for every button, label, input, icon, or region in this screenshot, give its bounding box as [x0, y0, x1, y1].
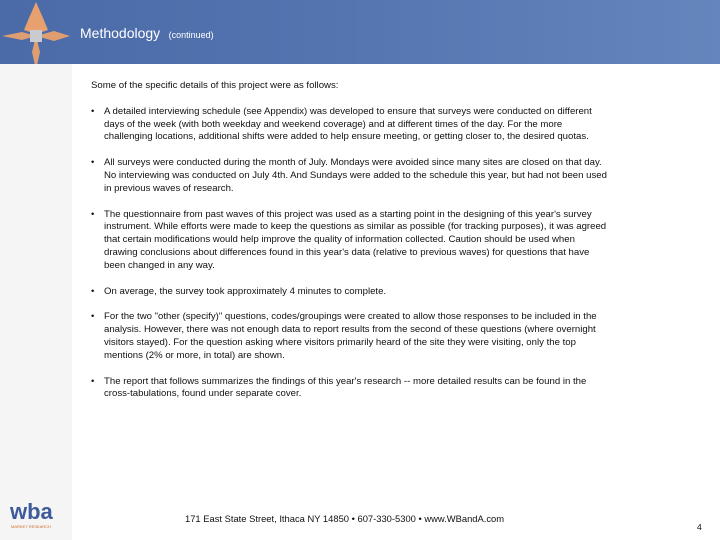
- bullet-line: No interviewing was conducted on July 4th. And Sundays were added to the schedule this year, but had not been used: [104, 169, 607, 181]
- bullet-line: days of the week (with both weekday and weekend coverage) and at different times of the day. For the more: [104, 118, 563, 130]
- bullet-line: The report that follows summarizes the findings of this year's research -- more detailed results can be found in the: [104, 375, 587, 387]
- footer-address: 171 East State Street, Ithaca NY 14850 • 607-330-5300 • www.WBandA.com: [185, 513, 505, 524]
- bullet-line: challenging locations, additional shifts were added to help ensure meeting, or getting closer to, the desired quotas.: [104, 131, 589, 143]
- bullet-list: [91, 106, 687, 401]
- logo-wordmark: wba: [10, 500, 53, 524]
- page-title: [80, 25, 214, 43]
- bullet-item: [91, 286, 687, 299]
- bullet-line: in previous waves of research.: [104, 182, 234, 194]
- intro-text: Some of the specific details of this project were as follows:: [91, 80, 339, 91]
- bullet-item: [91, 311, 687, 362]
- bullet-line: cross-tabulations, found under separate cover.: [104, 388, 302, 400]
- bullet-line: On average, the survey took approximately 4 minutes to complete.: [104, 285, 387, 297]
- title-main: Methodology: [80, 25, 161, 41]
- bullet-item: [91, 106, 687, 144]
- bullet-dot-icon: •: [91, 375, 95, 387]
- bullet-line: been changed in any way.: [104, 259, 215, 271]
- decorative-cross-logo-icon: [0, 0, 80, 72]
- bullet-line: All surveys were conducted during the month of July. Mondays were avoided since many sites are closed on that day.: [104, 157, 602, 169]
- bullet-item: [91, 376, 687, 402]
- page-number: 4: [697, 522, 702, 532]
- bullet-item: [91, 209, 687, 273]
- logo-tagline: MARKET RESEARCH: [11, 524, 51, 529]
- bullet-line: visitors stayed). For the question asking where visitors primarily heard of the site they were visiting, only the top: [104, 336, 576, 348]
- bullet-line: mentions (2% or more, in total) are shown.: [104, 349, 285, 361]
- bullet-dot-icon: •: [91, 157, 95, 169]
- bullet-item: [91, 157, 687, 195]
- title-subtitle: (continued): [168, 30, 214, 40]
- left-margin-stripe: [0, 64, 72, 540]
- bullet-line: The questionnaire from past waves of this project was used as a starting point in the designing of this year's survey: [104, 208, 592, 220]
- bullet-line: For the two "other (specify)" questions, codes/groupings were created to allow those responses to be included in the: [104, 311, 597, 323]
- bullet-dot-icon: •: [91, 105, 95, 117]
- content-body: [91, 80, 687, 401]
- bullet-line: drawing conclusions about differences found in this year's data (relative to previous waves) for questions that have: [104, 246, 590, 258]
- bullet-dot-icon: •: [91, 311, 95, 323]
- bullet-line: that certain modifications would help improve the quality of information collected. Caution should be used when: [104, 234, 575, 246]
- bullet-line: analysis. However, there was not enough data to report results from the second of these questions (where overnight: [104, 324, 596, 336]
- bullet-line: instrument. While efforts were made to keep the questions as similar as possible (for tracking purposes), it was agreed: [104, 221, 607, 233]
- wba-company-logo: [8, 500, 68, 532]
- bullet-dot-icon: •: [91, 285, 95, 297]
- bullet-dot-icon: •: [91, 208, 95, 220]
- bullet-line: A detailed interviewing schedule (see Appendix) was developed to ensure that surveys were conducted on different: [104, 105, 592, 117]
